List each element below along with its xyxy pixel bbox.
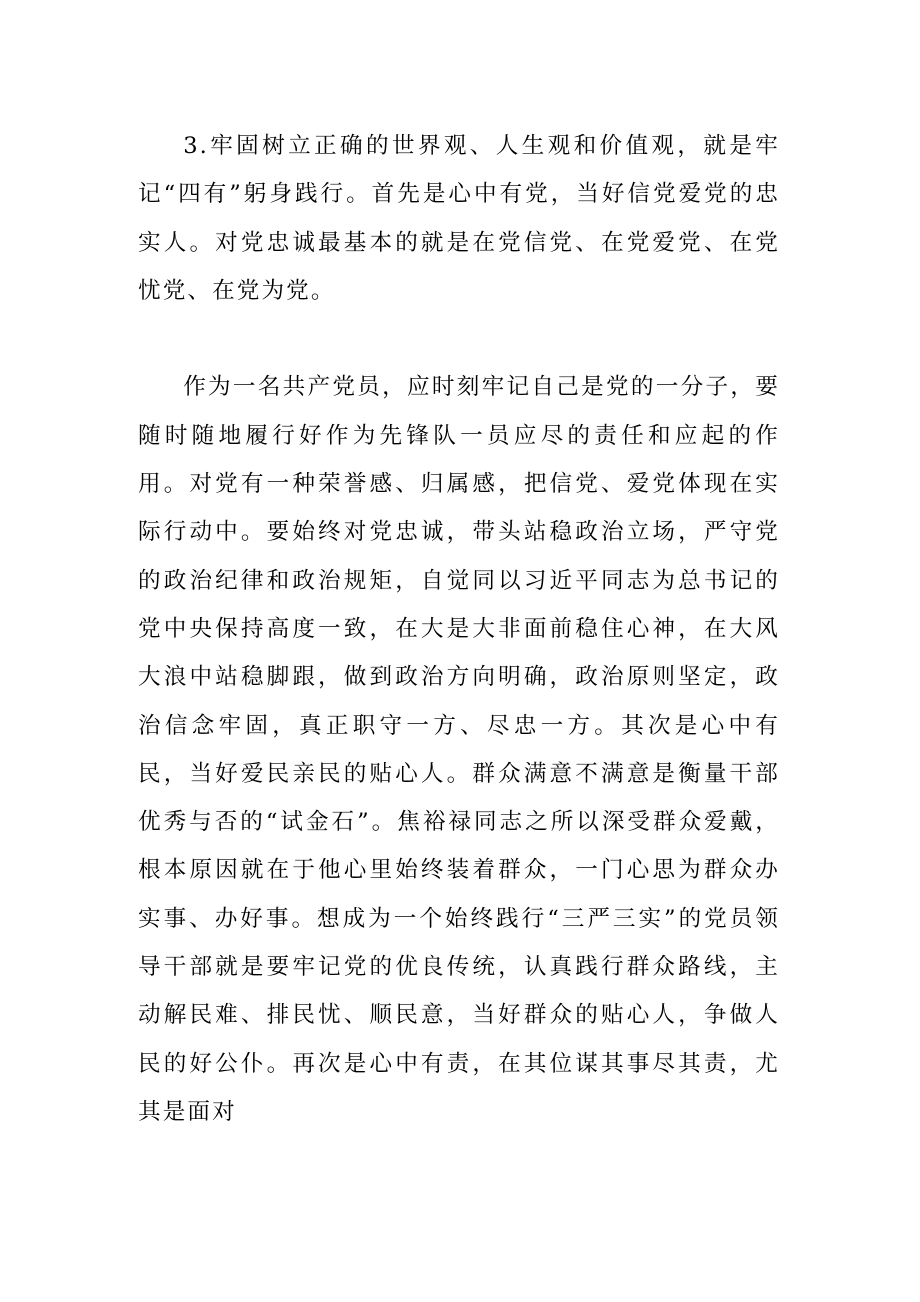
document-body bbox=[138, 122, 780, 1136]
paragraph-1: 3.牢固树立正确的世界观、人生观和价值观，就是牢记“四有”躬身践行。首先是心中有党，当好信党爱党的忠实人。对党忠诚最基本的就是在党信党、在党爱党、在党忧党、在党为党。 bbox=[138, 133, 780, 304]
paragraph-2: 作为一名共产党员，应时刻牢记自己是党的一分子，要随时随地履行好作为先锋队一员应尽的责任和应起的作用。对党有一种荣誉感、归属感，把信党、爱党体现在实际行动中。要始终对党忠诚，带头站稳政治立场，严守党的政治纪律和政治规矩，自觉同以习近平同志为总书记的党中央保持高度一致，在大是大非面前稳住心神，在大风大浪中站稳脚跟，做到政治方向明确，政治原则坚定，政治信念牢固，真正职守一方、尽忠一方。其次是心中有民，当好爱民亲民的贴心人。群众满意不满意是衡量干部优秀与否的“试金石”。焦裕禄同志之所以深受群众爱戴，根本原因就在于他心里始终装着群众，一门心思为群众办实事、办好事。想成为一个始终践行“三严三实”的党员领导干部就是要牢记党的优良传统，认真践行群众路线，主动解民难、排民忧、顺民意，当好群众的贴心人，争做人民的好公仆。再次是心中有责，在其位谋其事尽其责，尤其是面对 bbox=[138, 374, 780, 1125]
